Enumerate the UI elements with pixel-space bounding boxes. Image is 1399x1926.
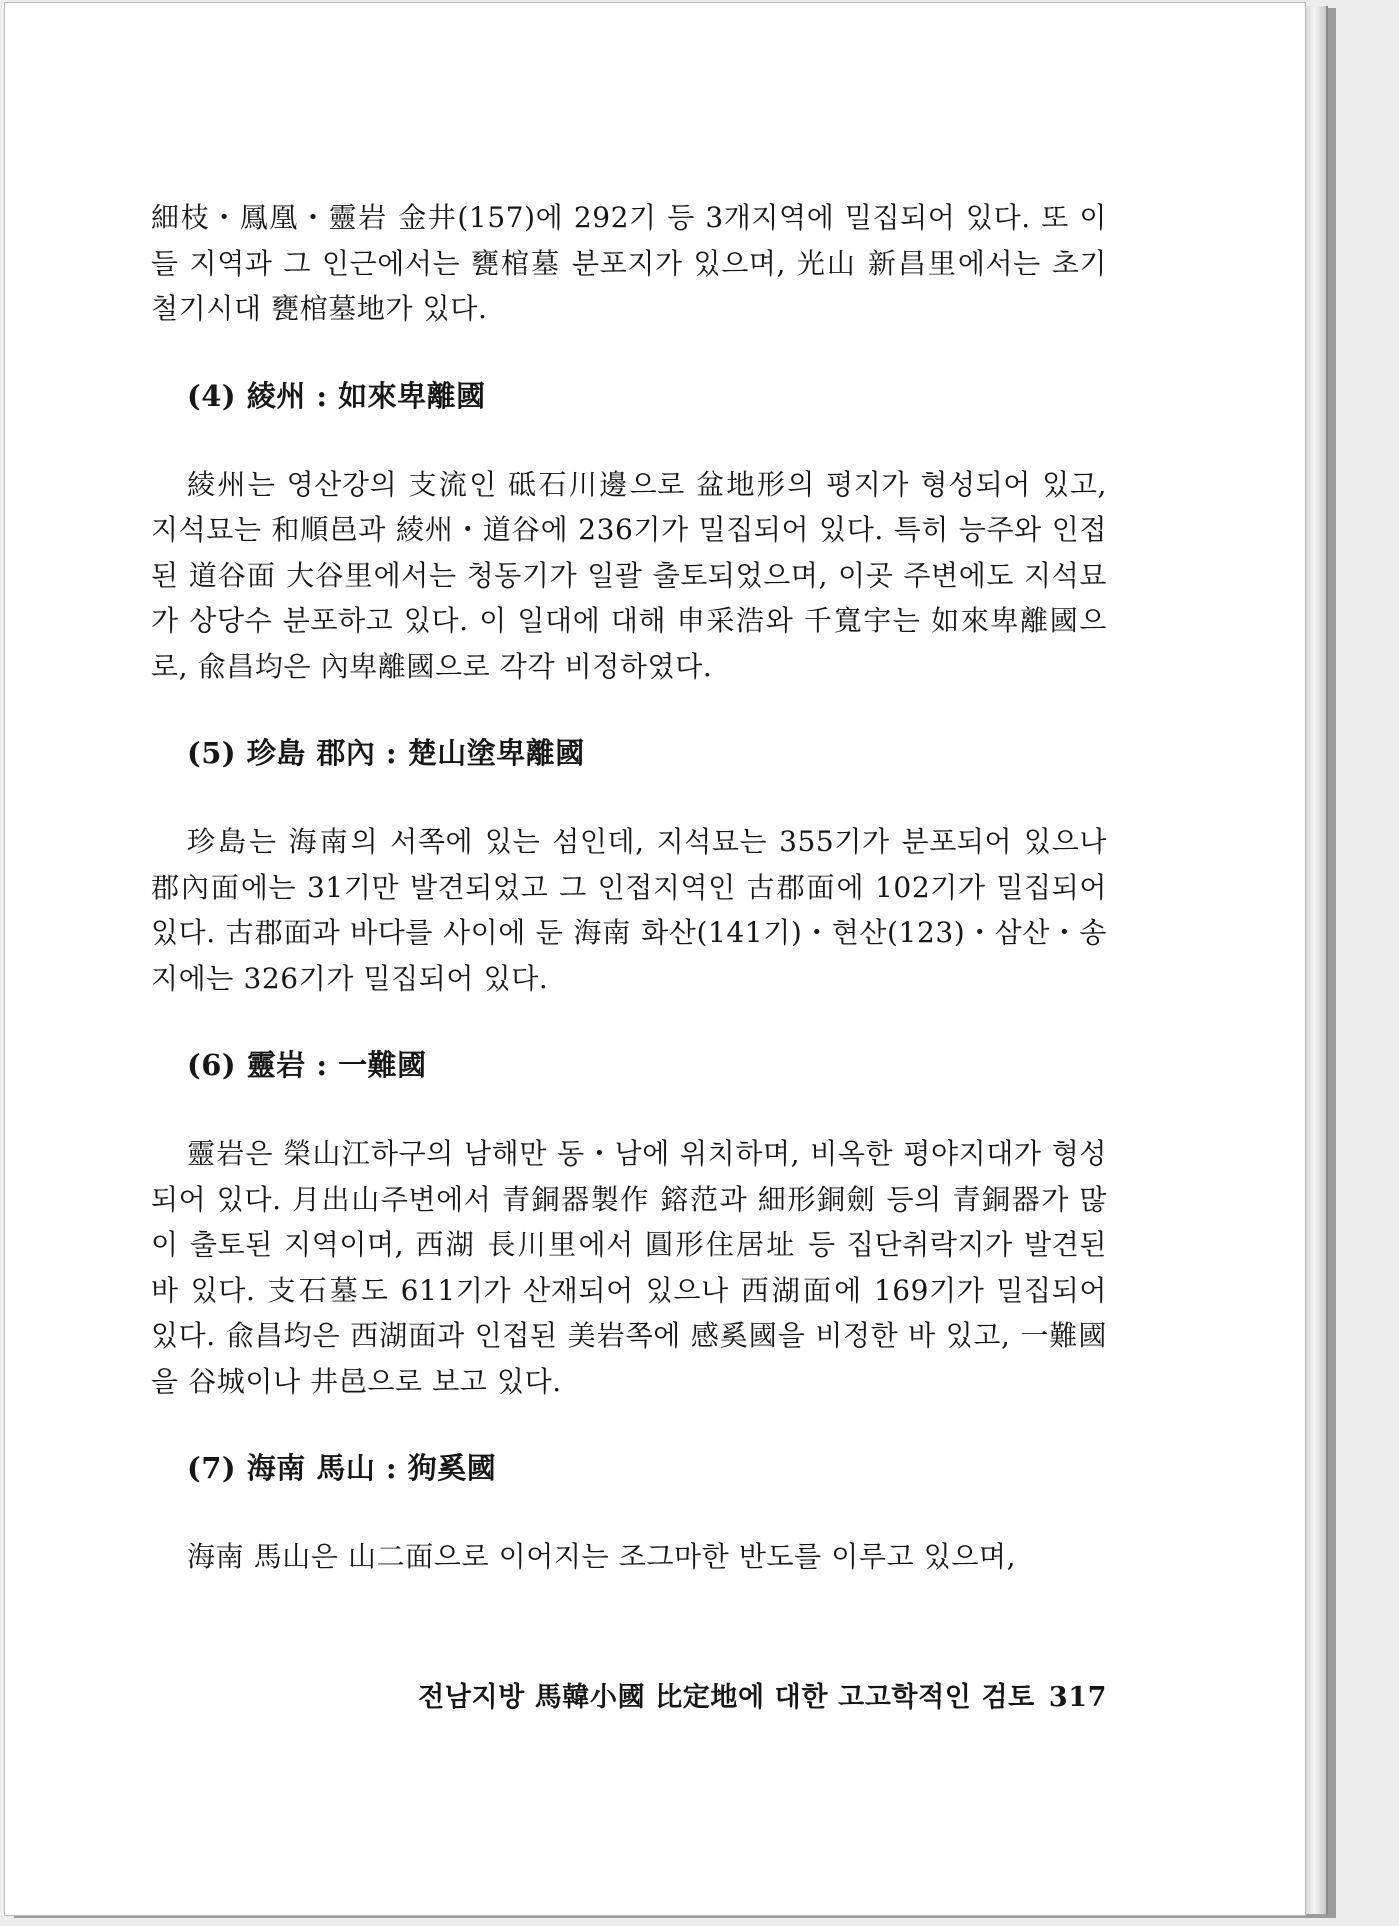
book-page bbox=[4, 2, 1306, 1916]
paragraph-continued: 細枝・鳳凰・靈岩 金井(157)에 292기 등 3개지역에 밀집되어 있다. 또 이들 지역과 그 인근에서는 甕棺墓 분포지가 있으며, 光山 新昌里에서는 초기철기시대 甕棺墓地가 있다. bbox=[151, 201, 1107, 325]
running-title: 전남지방 馬韓小國 比定地에 대한 고고학적인 검토 bbox=[418, 1682, 1035, 1713]
page-footer bbox=[151, 1675, 1107, 1714]
paragraph-yeongam: 靈岩은 榮山江하구의 남해만 동・남에 위치하며, 비옥한 평야지대가 형성되어 있다. 月出山주변에서 青銅器製作 鎔范과 細形銅劍 등의 青銅器가 많이 출토된 지역이며, 西湖 長川里에서 圓形住居址 등 집단취락지가 발견된 바 있다. 支石墓도 611기가 산재되어 있으나 西湖面에 169기가 밀집되어 있다. 兪昌均은 西湖面과 인접된 美岩쪽에 感奚國을 비정한 바 있고, 一難國을 谷城이나 井邑으로 보고 있다. bbox=[151, 1137, 1107, 1398]
paragraph-neungju: 綾州는 영산강의 支流인 砥石川邊으로 盆地形의 평지가 형성되어 있고, 지석묘는 和順邑과 綾州・道谷에 236기가 밀집되어 있다. 특히 능주와 인접된 道谷面 大谷里에서는 청동기가 일괄 출토되었으며, 이곳 주변에도 지석묘가 상당수 분포하고 있다. 이 일대에 대해 申采浩와 千寬宇는 如來卑離國으로, 兪昌均은 內卑離國으로 각각 비정하였다. bbox=[151, 467, 1107, 683]
page-number: 317 bbox=[1048, 1682, 1107, 1713]
section-heading-6: (6) 靈岩 : 一難國 bbox=[187, 1048, 427, 1082]
section-heading-4: (4) 綾州 : 如來卑離國 bbox=[187, 378, 486, 413]
page-stack-edge bbox=[1306, 6, 1328, 1914]
section-heading-7: (7) 海南 馬山 : 狗奚國 bbox=[187, 1451, 497, 1485]
body-text bbox=[151, 195, 1107, 1580]
paragraph-jindo: 珍島는 海南의 서쪽에 있는 섬인데, 지석묘는 355기가 분포되어 있으나 郡內面에는 31기만 발견되었고 그 인접지역인 古郡面에 102기가 밀집되어 있다. 古郡面과 바다를 사이에 둔 海南 화산(141기)・현산(123)・삼산・송지에는 326기가 밀집되어 있다. bbox=[151, 825, 1107, 995]
section-heading-5: (5) 珍島 郡內 : 楚山塗卑離國 bbox=[187, 736, 585, 770]
paragraph-haenam: 海南 馬山은 山二面으로 이어지는 조그마한 반도를 이루고 있으며, bbox=[187, 1540, 1017, 1573]
